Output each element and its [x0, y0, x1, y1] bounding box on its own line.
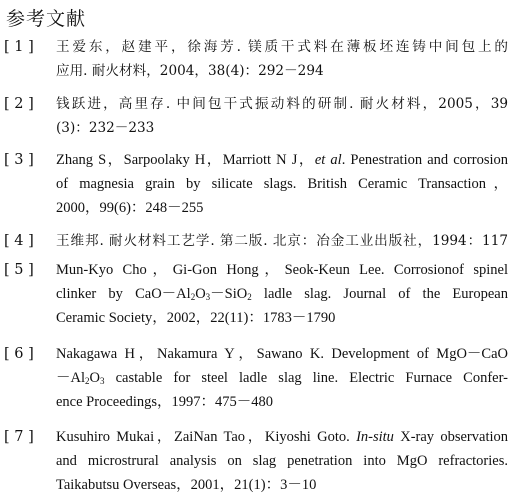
reference-number: [ 4 ] — [4, 233, 34, 249]
reference-fragment: castable for steel ladle slag line. Electric Furnace Confer- — [104, 370, 508, 386]
reference-line: of magnesia grain by silicate slags. British Ceramic Transaction， — [56, 176, 508, 192]
reference-fragment: O — [195, 286, 206, 302]
reference-line — [56, 148, 508, 172]
reference-text — [56, 342, 508, 414]
reference-line — [56, 282, 508, 306]
reference-fragment: ladle slag. Journal of the European — [251, 286, 508, 302]
reference-line — [56, 366, 508, 390]
reference-fragment: Zhang S，Sarpoolaky H，Marriott N J， — [56, 152, 315, 168]
reference-line: 钱跃进，高里存. 中间包干式振动料的研制. 耐火材料，2005，39 — [56, 96, 508, 112]
reference-line: 王维邦. 耐火材料工艺学. 第二版. 北京：冶金工业出版社，1994：117 — [56, 233, 508, 249]
subscript: 3 — [99, 376, 105, 386]
subscript: 2 — [190, 292, 196, 302]
reference-line: Ceramic Society，2002，22(11)：1783－1790 — [56, 310, 336, 326]
reference-number: [ 6 ] — [4, 346, 34, 362]
reference-number: [ 3 ] — [4, 152, 34, 168]
reference-line: Mun-Kyo Cho，Gi-Gon Hong，Seok-Keun Lee. Corrosionof spinel — [56, 262, 508, 278]
reference-fragment: X-ray observation — [393, 429, 508, 445]
reference-line: 2000，99(6)：248－255 — [56, 200, 204, 216]
subscript: 2 — [85, 376, 90, 386]
reference-fragment: O — [89, 370, 100, 386]
reference-text — [56, 258, 508, 330]
reference-line: Nakagawa H，Nakamura Y，Sawano K. Development of MgO－CaO — [56, 346, 508, 362]
reference-fragment: －Al — [56, 370, 85, 386]
references-heading: 参考文献 — [6, 8, 87, 30]
reference-text — [56, 35, 508, 83]
reference-fragment: . Penestration and corrosion — [341, 152, 508, 168]
reference-fragment: －SiO — [210, 286, 248, 302]
reference-text — [56, 148, 508, 220]
reference-fragment: Kusuhiro Mukai，ZaiNan Tao，Kiyoshi Goto. — [56, 429, 357, 445]
reference-line: 应用. 耐火材料，2004，38(4)：292－294 — [56, 63, 324, 79]
reference-number: [ 2 ] — [4, 96, 34, 112]
reference-fragment-italic: et al — [314, 152, 342, 168]
reference-line: (3)：232－233 — [56, 120, 155, 136]
reference-number: [ 7 ] — [4, 429, 34, 445]
reference-fragment-italic: In-situ — [356, 429, 394, 445]
reference-line: Taikabutsu Overseas，2001，21(1)：3－10 — [56, 477, 317, 493]
reference-number: [ 5 ] — [4, 262, 34, 278]
subscript: 3 — [205, 292, 211, 302]
reference-number: [ 1 ] — [4, 39, 34, 55]
reference-line: and microstrural analysis on slag penetration into MgO refractories. — [56, 453, 508, 469]
reference-line — [56, 425, 508, 449]
reference-line: ence Proceedings，1997：475－480 — [56, 394, 274, 410]
reference-fragment: clinker by CaO－Al — [56, 286, 191, 302]
reference-text — [56, 92, 508, 140]
reference-text — [56, 229, 508, 253]
reference-line: 王爱东，赵建平，徐海芳. 镁质干式料在薄板坯连铸中间包上的 — [56, 39, 508, 55]
subscript: 2 — [247, 292, 252, 302]
reference-text — [56, 425, 508, 497]
